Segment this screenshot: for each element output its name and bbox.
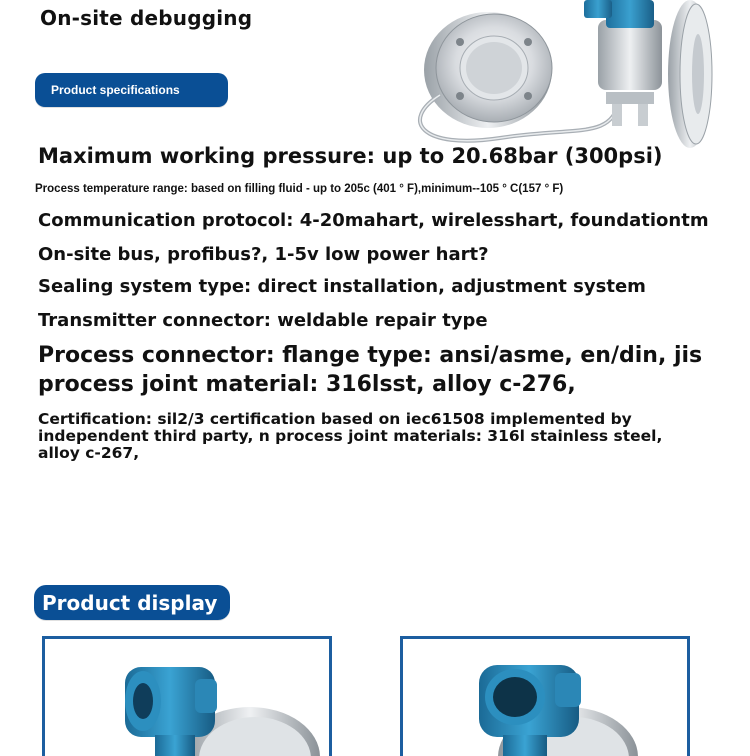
pressure-transmitter-right-image (403, 639, 690, 756)
hero-product-image (380, 0, 750, 150)
spec-communication-protocol: Communication protocol: 4-20mahart, wirelesshart, foundationtm (38, 210, 709, 231)
pressure-transmitter-left-image (45, 639, 332, 756)
spec-process-connector: Process connector: flange type: ansi/asme, en/din, jis (38, 343, 703, 368)
spec-temperature-range: Process temperature range: based on filling fluid - up to 205c (401 ° F),minimum--105 ° C(157 ° F) (35, 183, 564, 195)
spec-sealing-system: Sealing system type: direct installation, adjustment system (38, 276, 646, 297)
spec-max-pressure: Maximum working pressure: up to 20.68bar (300psi) (38, 144, 663, 168)
page-title: On-site debugging (40, 6, 253, 30)
product-image-frame-left (42, 636, 332, 756)
spec-transmitter-connector: Transmitter connector: weldable repair type (38, 310, 488, 331)
spec-process-joint-material: process joint material: 316lsst, alloy c-276, (38, 372, 576, 397)
spec-onsite-bus: On-site bus, profibus?, 1-5v low power hart? (38, 244, 489, 265)
product-display-label: Product display (34, 585, 230, 620)
spec-certification: Certification: sil2/3 certification based on iec61508 implemented by independent third party, n process joint materials: 316l stainless steel, alloy c-267, (38, 410, 663, 462)
product-specifications-label: Product specifications (35, 73, 228, 107)
product-image-frame-right (400, 636, 690, 756)
